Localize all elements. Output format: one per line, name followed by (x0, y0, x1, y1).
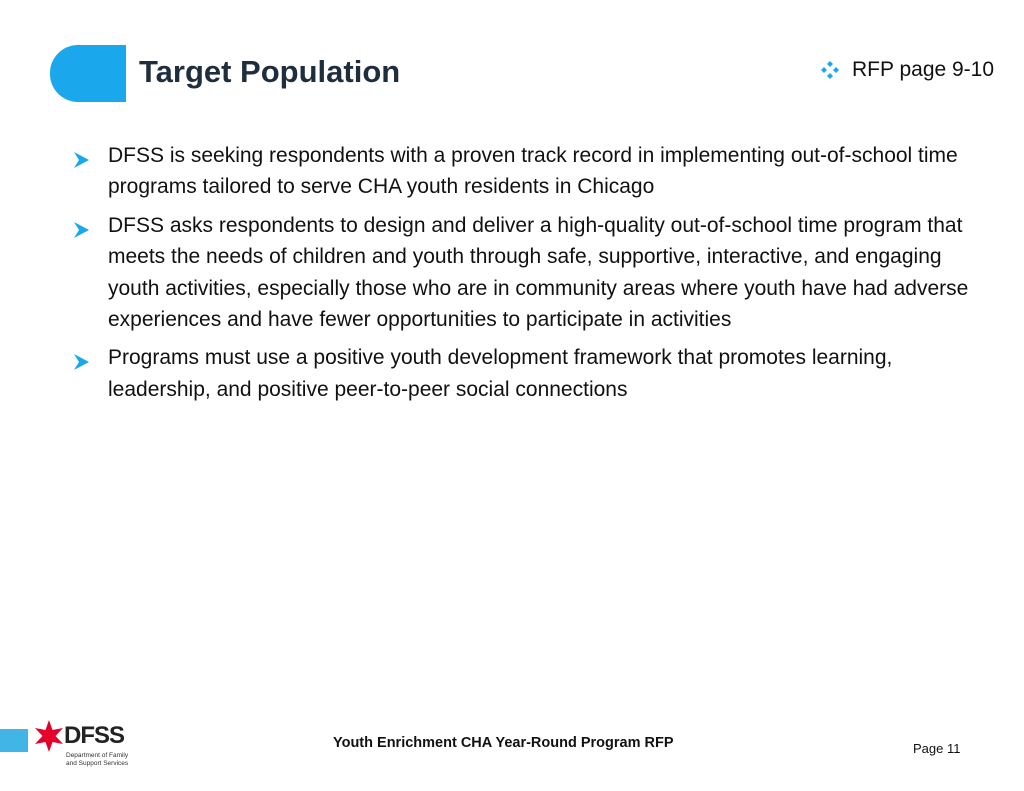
footer-title: Youth Enrichment CHA Year-Round Program RFP (333, 735, 674, 751)
arrowhead-icon (72, 147, 90, 178)
page-title: Target Population (139, 54, 401, 89)
star-icon (32, 719, 66, 753)
list-item-text: DFSS is seeking respondents with a proven track record in implementing out-of-school time programs tailored to serve CHA youth residents in Chicago (108, 144, 958, 199)
footer-accent-bar (0, 729, 28, 752)
arrowhead-icon (72, 349, 90, 380)
list-item (70, 210, 970, 336)
title-accent-shape (50, 45, 126, 102)
rfp-reference (820, 58, 994, 82)
dfss-logo-subtitle: Department of Family and Support Services (66, 752, 129, 767)
list-item-text: DFSS asks respondents to design and deliver a high-quality out-of-school time program that meets the needs of children and youth through safe, supportive, interactive, and engaging youth activities, especially those who are in community areas where youth have had adverse experiences and have fewer opportunities to participate in activities (108, 213, 969, 332)
list-item (70, 342, 970, 405)
title-accent-gap (126, 45, 136, 102)
list-item (70, 140, 970, 203)
page-number: Page 11 (913, 741, 961, 756)
diamond-cluster-icon (820, 60, 840, 80)
rfp-reference-text: RFP page 9-10 (852, 58, 995, 81)
list-item-text: Programs must use a positive youth development framework that promotes learning, leadership, and positive peer-to-peer social connections (108, 346, 893, 401)
arrowhead-icon (72, 217, 90, 248)
dfss-logo-text: DFSS (64, 722, 125, 749)
bullet-list (70, 140, 970, 412)
